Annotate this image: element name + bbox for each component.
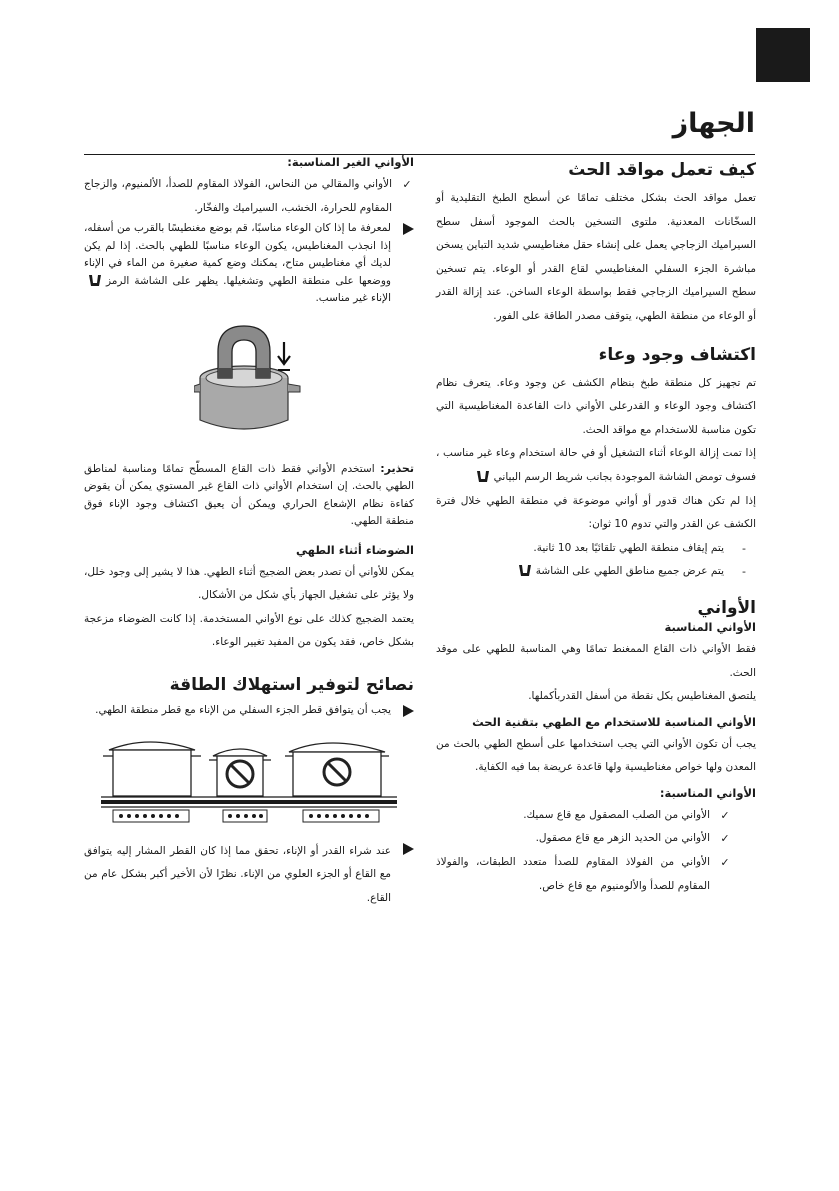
triangle-bullet-icon [403,843,414,855]
cookware-heading: الأواني [697,597,756,618]
triangle-bullet-icon [403,705,414,717]
suitable-list-heading: الأواني المناسبة: [659,785,756,800]
page-title: الجهاز [672,108,755,139]
suitable-list-item: ✓ الأواني من الحديد الزهر مع قاع مصقول. [436,827,756,851]
how-it-works-heading: كيف تعمل مواقد الحث [568,160,756,180]
warning-text: تحذير: استخدم الأواني فقط ذات القاع المسطّح تمامًا ومناسبة لمناطق الطهي بالحث. إن استخدام الأواني ذات القاع غير المستوي يمكن أن يقوض كفاءة نظام الإشعاع الحراري ويمكن أن يعيق اكتشاف وجود الإناء فوق منطقة الطهي. [84,461,414,528]
noise-section [84,543,414,655]
suitable-list-item: ✓ الأواني من الفولاذ المقاوم للصدأ متعدد الطبقات، والفولاذ المقاوم للصدأ والألومنيوم مع قاع خاص. [436,851,756,898]
how-it-works-section [436,160,756,329]
suitable-paragraph-2: يلتصق المغناطيس بكل نقطة من أسفل القدربأكملها. [528,690,756,703]
dash-bullet: - [742,565,746,579]
detection-list-item: - يتم إيقاف منطقة الطهي تلقائيًا بعد 10 ثانية. [436,537,756,561]
magnet-pot-illustration [194,320,304,446]
check-icon: ✓ [720,856,730,870]
dash-bullet: - [742,541,746,555]
detection-section [436,345,756,584]
detection-paragraph-1: تم تجهيز كل منطقة طبخ بنظام الكشف عن وجود وعاء. يتعرف نظام اكتشاف وجود الوعاء و القدرعلى الأواني ذات القاعدة المغناطيسية التي تكون مناسبة للاستخدام مع مواقد الحث. [436,376,756,436]
unsuitable-section [84,155,414,308]
energy-section [84,675,414,910]
chapter-tab [756,28,810,82]
unsuitable-heading: الأواني الغير المناسبة: [287,155,414,169]
pot-symbol-icon [475,470,491,484]
pot-size-illustration [99,730,399,826]
energy-tip-1: يجب أن يتوافق قطر الجزء السفلي من الإناء مع قطر منطقة الطهي. [84,702,414,720]
energy-heading: نصائح لتوفير استهلاك الطاقة [169,675,414,696]
warning-section [84,460,414,531]
suitable-paragraph-1: فقط الأواني ذات القاع الممغنط تمامًا وهي المناسبة للطهي على موقد الحث. [436,642,756,679]
pot-too-small [209,749,271,796]
check-icon: ✓ [720,808,730,822]
detection-heading: اكتشاف وجود وعاء [598,344,756,365]
pot-too-large [285,743,389,796]
suitable-heading: الأواني المناسبة [664,619,756,634]
warning-label: تحذير: [380,461,414,475]
induction-heading: الأواني المناسبة للاستخدام مع الطهي بتقنية الحث [472,714,756,729]
detection-paragraph-2: إذا تمت إزالة الوعاء أثناء التشغيل أو في حالة استخدام وعاء غير مناسب ، فسوف تومض الشاشة الموجودة بجانب شريط الرسم البياني [436,447,756,483]
right-column [436,160,756,898]
pot-correct-size [103,742,201,796]
noise-paragraph-1: يمكن للأواني أن تصدر بعض الضجيج أثناء الطهي. هذا لا يشير إلى وجود خلل، ولا يؤثر على تشغيل الجهاز بأي شكل من الأشكال. [84,565,414,602]
energy-tip-2: عند شراء القدر أو الإناء، تحقق مما إذا كان القطر المشار إليه يتوافق مع القاع أو الجزء العلوي من الإناء. نظرًا لأن الأخير أكبر بشكل عام من القاع. [84,840,414,911]
detection-list-item: - يتم عرض جميع مناطق الطهي على الشاشة [436,560,756,584]
left-column [84,155,414,910]
suitable-list-item: ✓ الأواني من الصلب المصقول مع قاع سميك. [436,804,756,828]
check-icon: ✓ [402,178,412,191]
noise-paragraph-2: يعتمد الضجيج كذلك على نوع الأواني المستخدمة. إذا كانت الضوضاء مزعجة بشكل خاص، فقد يكون من المفيد تغيير الوعاء. [84,612,414,649]
pot-symbol-icon [87,274,103,288]
magnet-test-item: لمعرفة ما إذا كان الوعاء مناسبًا، قم بوضع مغنطيسًا بالقرب من أسفله، إذا انجذب المغناطيس، يكون الوعاء مناسبًا للطهي بالحث. إذا لم يكن لديك أي مغناطيس متاح، يمكنك وضع كمية صغيرة من الماء في الإناء ووضعها على منطقة الطهي وتشغيلها. يظهر على الشاشة الرمز الإناء غير مناسب. [84,220,414,308]
noise-heading: الضوضاء أثناء الطهي [296,542,414,557]
detection-paragraph-3: إذا لم تكن هناك قدور أو أواني موضوعة في منطقة الطهي خلال فترة الكشف عن القدر والتي تدوم 10 ثوان: [436,494,756,531]
pot-symbol-icon [517,564,533,578]
how-it-works-body: تعمل مواقد الحث بشكل مختلف تمامًا عن أسطح الطبخ التقليدية أو السخّانات المعدنية. ملتوى التسخين بالحث الموجود أسفل سطح السيراميك الزجاجي يعمل على إنشاء حقل مغناطيسي شديد التباين يسخن مباشرة الجزء السفلي المغناطيسي لقاع القدر أو الوعاء. يتم تسخين سطح السيراميك الزجاجي فقط بواسطة الوعاء الساخن. عند إزالة القدر أو الوعاء من منطقة الطهي، يتوقف مصدر الطاقة على الفور. [436,192,756,322]
unsuitable-item: ✓ الأواني والمقالي من النحاس، الفولاذ المقاوم للصدأ، الألمنيوم، والزجاج المقاوم للحرارة، الخشب، السيراميك والفخّار. [84,173,414,220]
check-icon: ✓ [720,832,730,846]
triangle-bullet-icon [403,223,414,235]
cookware-section [436,598,756,898]
induction-body: يجب أن تكون الأواني التي يجب استخدامها على أسطح الطهي بالحث من المعدن ولها خواص مغناطيسية ولها قاعدة عريضة بما فيه الكفاية. [436,737,756,774]
